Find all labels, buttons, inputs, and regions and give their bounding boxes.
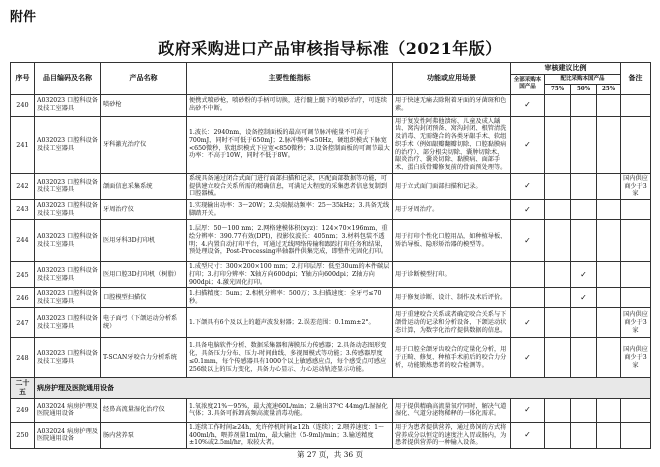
col-ratio-group-header: 审核建议比例 [511,63,621,75]
col-no-header: 序号 [11,63,35,95]
table-row [11,308,651,338]
check-25 [597,173,621,199]
main-specs: 1.连续工作时间≥24h，允许停机时间≥12h（连续）；2.喂养速度：1～400ml/h，喂养剂量1ml/m，最大输注（5-9ml)/min；3.输送精度±10%或2.5ml/hr，取较大者。 [187,422,393,448]
product-name: 电子面弓（下颌运动分析系统） [101,308,187,338]
row-number: 245 [11,262,35,288]
check-75 [545,173,571,199]
remarks: 国内供应商少于3家 [621,308,651,338]
check-all-domestic: ✓ [511,308,545,338]
table-row [11,116,651,173]
check-25 [597,338,621,378]
product-name: 牙科激光治疗仪 [101,116,187,173]
product-name: 经鼻高流量湿化治疗仪 [101,398,187,422]
item-code-name: A032023 口腔科设备及技工室器具 [35,288,101,308]
check-25 [597,262,621,288]
main-specs: 1.成型尺寸：300×200×100 mm；2.打印层厚：低至30um的本件碳层打印；3.打印分辨率：X轴方向600dpi；Y轴方向600dpi；Z轴方向900dpi；4.激光固化打印。 [187,262,393,288]
product-name: 口腔模型扫描仪 [101,288,187,308]
check-all-domestic: ✓ [511,220,545,262]
product-name: 医用口腔3D打印机（树脂） [101,262,187,288]
main-specs: 便携式喷砂枪，喷砂粉的手柄可切换，进行髓上髓下的喷砂治疗，可连续出砂不中断。 [187,94,393,116]
functions-scenario: 用于修复诊断、设计、制作及术后评价。 [393,288,511,308]
main-specs: 1.扫描精度：5um；2.相机分辨率：500万；3.扫描速度：全牙弓≤70秒。 [187,288,393,308]
col-specs-header: 主要性能指标 [187,63,393,95]
remarks [621,220,651,262]
check-25 [597,94,621,116]
check-75 [545,200,571,220]
main-specs: 1.实现输出功率：3～20W；2.尖端振动频率：25～35kHz；3.具备无线脚踏开关。 [187,200,393,220]
table-row [11,338,651,378]
functions-scenario: 用于牙周治疗。 [393,200,511,220]
remarks [621,94,651,116]
main-specs: 1.层厚：50～100 nm；2.网格建模体积(xyz)：124×70×196mm，重绘分辨率：390.77有效(DPI)，投影仪波长：405nm；3.材料包装不透明；4.内置自动打印平台，可通过无线网络传输和跟踪打印任务和结果，预处理设备，Post-Processing串轴器件供集完成，即整件光固化打印。 [187,220,393,262]
main-specs: 1.波长：2940nm，设备控制面板的最高可调节脉冲能量不可高于700mJ，同时不可低于650mJ；2.脉冲频率≤50Hz，硬组织模式下脉宽<650微秒，软组织模式下应宽<850微秒；3.设备控制面板的可调节最大功率：不高于10W，同时不低于8W。 [187,116,393,173]
item-code-name: A032023 口腔科设备及技工室器具 [35,94,101,116]
remarks: 国内供应商少于3家 [621,173,651,199]
check-75 [545,94,571,116]
table-body [11,94,651,449]
functions-scenario: 用于复发性阿弗他溃疡、儿童及成人龋齿、窝沟封闭预备、窝沟封闭、根管清洗及消毒、无需缝合的各类牙龈手术、软组织手术（例如龈瓣翻瓣切除、口腔黏膜病的治疗）、部分根尖切除、囊肿切除术、龈炎治疗、囊炎切除、黏膜病、面部手术、蛋白质骨瓣修复前的骨面预处理等。 [393,116,511,173]
check-50 [571,116,597,173]
remarks [621,200,651,220]
remarks: 国内供应商少于3家 [621,338,651,378]
main-specs: 系统具备通过闭合式面门进行面部扫描和记录，匹配面部数据等功能，可提供建立咬合关系所需的精确信息，可满足大程度的采集患者信息复制到口腔器械。 [187,173,393,199]
main-specs: 1.下颌具有6个及以上的超声波发射器；2.误差范围：0.1mm±2°。 [187,308,393,338]
header-row [11,63,651,75]
check-all-domestic: ✓ [511,200,545,220]
remarks [621,288,651,308]
check-all-domestic: ✓ [511,338,545,378]
item-code-name: A032023 口腔科设备及技工室器具 [35,338,101,378]
col-remarks-header: 备注 [621,63,651,95]
table-row [11,422,651,448]
check-75 [545,262,571,288]
col-75-header: 75% [545,84,571,94]
check-all-domestic: ✓ [511,422,545,448]
item-code-name: A032024 病房护理及医院通用设备 [35,422,101,448]
section-row [11,378,651,399]
item-code-name: A032023 口腔科设备及技工室器具 [35,200,101,220]
check-75 [545,338,571,378]
check-all-domestic: ✓ [511,116,545,173]
item-code-name: A032024 病房护理及医院通用设备 [35,398,101,422]
check-25 [597,220,621,262]
check-75 [545,398,571,422]
functions-scenario: 用于立式面门面部扫描和记录。 [393,173,511,199]
check-50 [571,220,597,262]
item-code-name: A032023 口腔科设备及技工室器具 [35,116,101,173]
product-name: 医用牙科3D打印机 [101,220,187,262]
col-functions-header: 功能或应用场景 [393,63,511,95]
product-name: T-SCAN牙咬合力分析系统 [101,338,187,378]
table-row [11,173,651,199]
row-number: 248 [11,338,35,378]
table-row [11,200,651,220]
check-75 [545,220,571,262]
check-50 [571,398,597,422]
row-number: 243 [11,200,35,220]
remarks [621,262,651,288]
page-title: 政府采购进口产品审核指导标准（2021年版） [158,39,502,58]
check-25 [597,422,621,448]
table-row [11,220,651,262]
functions-scenario: 用于口腔全颌牙齿咬合的定量化分析，用于正畸、修复、种植手术前后的咬合力分析，功能锻炼患者的咬合检测等。 [393,338,511,378]
functions-scenario: 用于重建咬合关系或者确定咬合关系与下颌骨运动的记录和分析设备，下颌运动状态计算，为数字化治疗提供数据的信息。 [393,308,511,338]
remarks [621,398,651,422]
check-25 [597,116,621,173]
row-number: 241 [11,116,35,173]
functions-scenario: 用于提供精确高流量氧疗同时，解决气道湿化、气道分泌物稀释的一体化需求。 [393,398,511,422]
row-number: 244 [11,220,35,262]
check-25 [597,308,621,338]
check-all-domestic [511,288,545,308]
functions-scenario: 用于诊断模型打印。 [393,262,511,288]
col-code-header: 品目编码及名称 [35,63,101,95]
product-name: 喷砂枪 [101,94,187,116]
check-50 [571,422,597,448]
table-row [11,94,651,116]
row-number: 250 [11,422,35,448]
check-50: ✓ [571,262,597,288]
functions-scenario: 用于快速无痛去除附着牙面的牙菌斑和色素。 [393,94,511,116]
check-75 [545,116,571,173]
main-specs: 1.具备电脑软件分析、数据采集器和薄膜压力传感器；2.具备动态图形变化，具备压力分布、压力-时间曲线、多视图模式等功能；3.传感器厚度≤0.1mm，每个传感器具有1000个以上敏感感应点，每个感受点可感应256级以上的压力变化，具备力心显示、力心运动轨迹显示功能。 [187,338,393,378]
col-25-header: 25% [597,84,621,94]
table-row [11,288,651,308]
table-row [11,398,651,422]
remarks [621,422,651,448]
check-all-domestic: ✓ [511,94,545,116]
check-50 [571,200,597,220]
col-product-header: 产品名称 [101,63,187,95]
check-75 [545,422,571,448]
functions-scenario: 用于为患者提供营养，通过鼻饲的方式将营养成分以恒定的速度注入胃或肠内，为患者提供营养的一种输入设备。 [393,422,511,448]
check-50 [571,94,597,116]
col-50-header: 50% [571,84,597,94]
item-code-name: A032023 口腔科设备及技工室器具 [35,262,101,288]
item-code-name: A032023 口腔科设备及技工室器具 [35,220,101,262]
section-title: 病房护理及医院通用设备 [35,378,651,399]
col-domestic-share-header: 配比采购本国产品 [545,74,621,84]
check-25 [597,398,621,422]
page-footer: 第 27 页，共 36 页 [296,450,364,459]
check-75 [545,308,571,338]
check-25 [597,288,621,308]
check-50 [571,173,597,199]
check-50 [571,338,597,378]
main-specs: 1.氧浓度21%～95%，最大流速60L/min；2.输出37℃ 44mg/L湿湿化气体；3.具备可拆卸高频高流量消毒功能。 [187,398,393,422]
check-50 [571,308,597,338]
check-75 [545,288,571,308]
product-name: 颌面信息采集系统 [101,173,187,199]
check-25 [597,200,621,220]
check-50: ✓ [571,288,597,308]
remarks [621,116,651,173]
row-number: 242 [11,173,35,199]
product-name: 肠内营养泵 [101,422,187,448]
item-code-name: A032023 口腔科设备及技工室器具 [35,173,101,199]
row-number: 240 [11,94,35,116]
check-all-domestic: ✓ [511,398,545,422]
item-code-name: A032023 口腔科设备及技工室器具 [35,308,101,338]
row-number: 249 [11,398,35,422]
check-all-domestic [511,262,545,288]
col-all-domestic-header: 全部采购本国产品 [511,74,545,94]
check-all-domestic: ✓ [511,173,545,199]
functions-scenario: 用于打印个性化口腔用品，如种植导板、矫治导板、隐形矫治器的模型等。 [393,220,511,262]
row-number: 246 [11,288,35,308]
product-name: 牙周治疗仪 [101,200,187,220]
row-number: 247 [11,308,35,338]
standards-table [10,62,651,449]
attachment-label: 附件 [10,10,37,25]
table-row [11,262,651,288]
section-number: 二十五 [11,378,35,399]
